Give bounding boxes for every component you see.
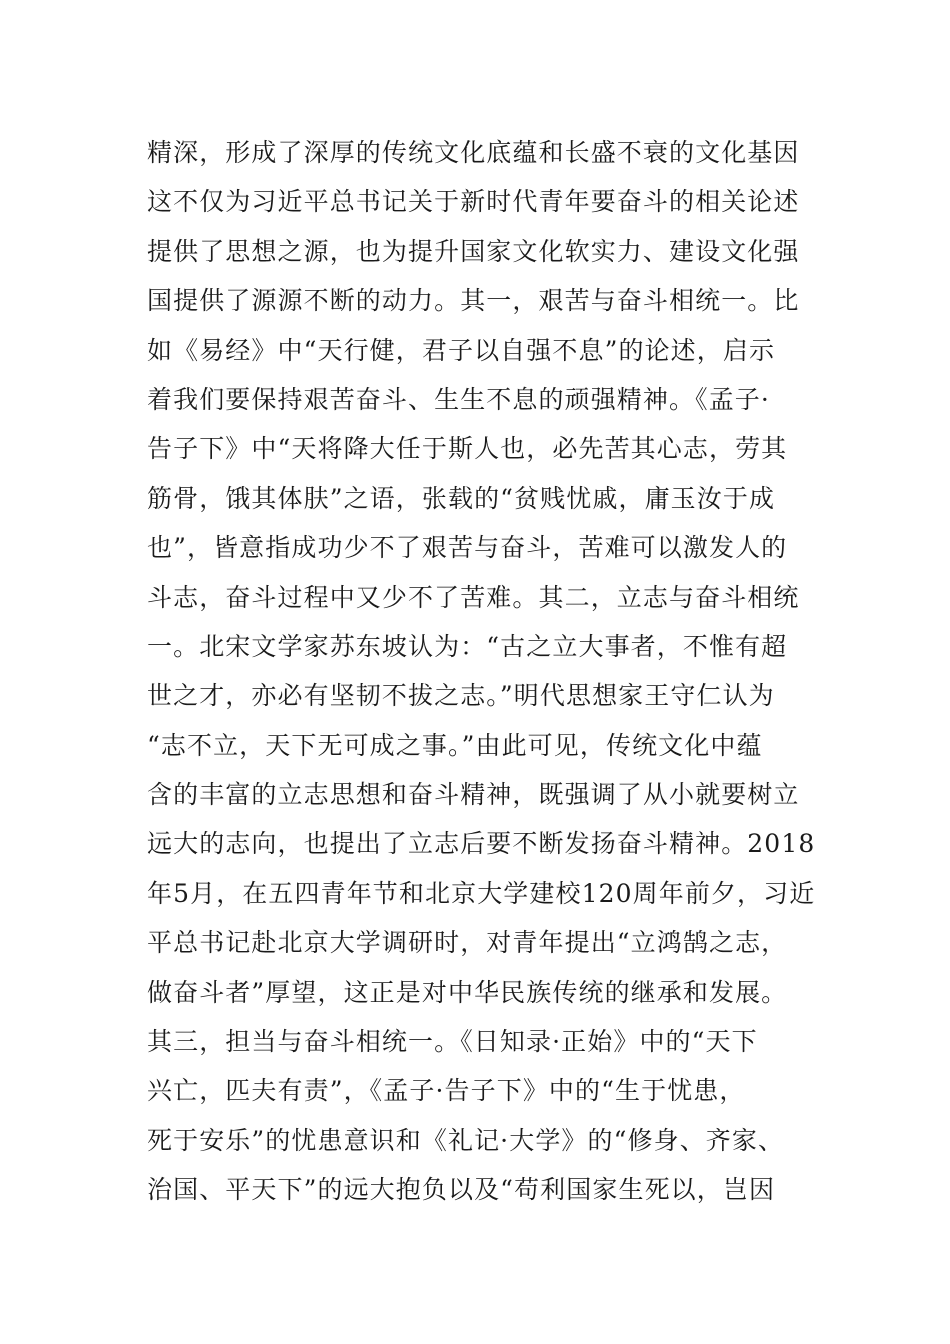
text-line: 如《易经》中“天行健，君子以自强不息”的论述，启示 xyxy=(147,335,776,365)
text-line: 平总书记赴北京大学调研时，对青年提出“立鸿鹄之志， xyxy=(147,928,788,958)
text-line: 死于安乐”的忧患意识和《礼记·大学》的“修身、齐家、 xyxy=(147,1125,785,1155)
text-line: 告子下》中“天将降大任于斯人也，必先苦其心志，劳其 xyxy=(147,434,788,464)
text-line: 国提供了源源不断的动力。其一，艰苦与奋斗相统一。比 xyxy=(147,286,800,316)
text-line: 筋骨，饿其体肤”之语，张载的“贫贱忧戚，庸玉汝于成 xyxy=(147,483,776,513)
text-line: 提供了思想之源，也为提升国家文化软实力、建设文化强 xyxy=(147,236,800,266)
text-line: 精深，形成了深厚的传统文化底蕴和长盛不衰的文化基因 xyxy=(147,138,800,167)
text-line: 年5月，在五四青年节和北京大学建校120周年前夕，习近 xyxy=(147,878,816,908)
text-line: 世之才，亦必有坚韧不拔之志。”明代思想家王守仁认为 xyxy=(147,681,775,711)
text-line: 其三，担当与奋斗相统一。《日知录·正始》中的“天下 xyxy=(147,1027,758,1057)
text-line: 着我们要保持艰苦奋斗、生生不息的顽强精神。《孟子· xyxy=(147,384,770,414)
text-line: 含的丰富的立志思想和奋斗精神，既强调了从小就要树立 xyxy=(147,780,800,810)
text-line: 斗志，奋斗过程中又少不了苦难。其二，立志与奋斗相统 xyxy=(147,582,800,612)
text-line: 兴亡，匹夫有责”，《孟子·告子下》中的“生于忧患， xyxy=(147,1076,746,1106)
text-line: “志不立，天下无可成之事。”由此可见，传统文化中蕴 xyxy=(147,730,763,760)
text-line: 这不仅为习近平总书记关于新时代青年要奋斗的相关论述 xyxy=(147,187,800,217)
text-line: 远大的志向，也提出了立志后要不断发扬奋斗精神。2018 xyxy=(147,829,816,859)
text-line: 做奋斗者”厚望，这正是对中华民族传统的继承和发展。 xyxy=(147,977,788,1007)
text-line: 治国、平天下”的远大抱负以及“苟利国家生死以，岂因 xyxy=(147,1175,776,1205)
text-line: 一。北宋文学家苏东坡认为：“古之立大事者，不惟有超 xyxy=(147,631,788,661)
text-line: 也”，皆意指成功少不了艰苦与奋斗，苦难可以激发人的 xyxy=(147,533,788,563)
body-text xyxy=(147,128,827,1215)
